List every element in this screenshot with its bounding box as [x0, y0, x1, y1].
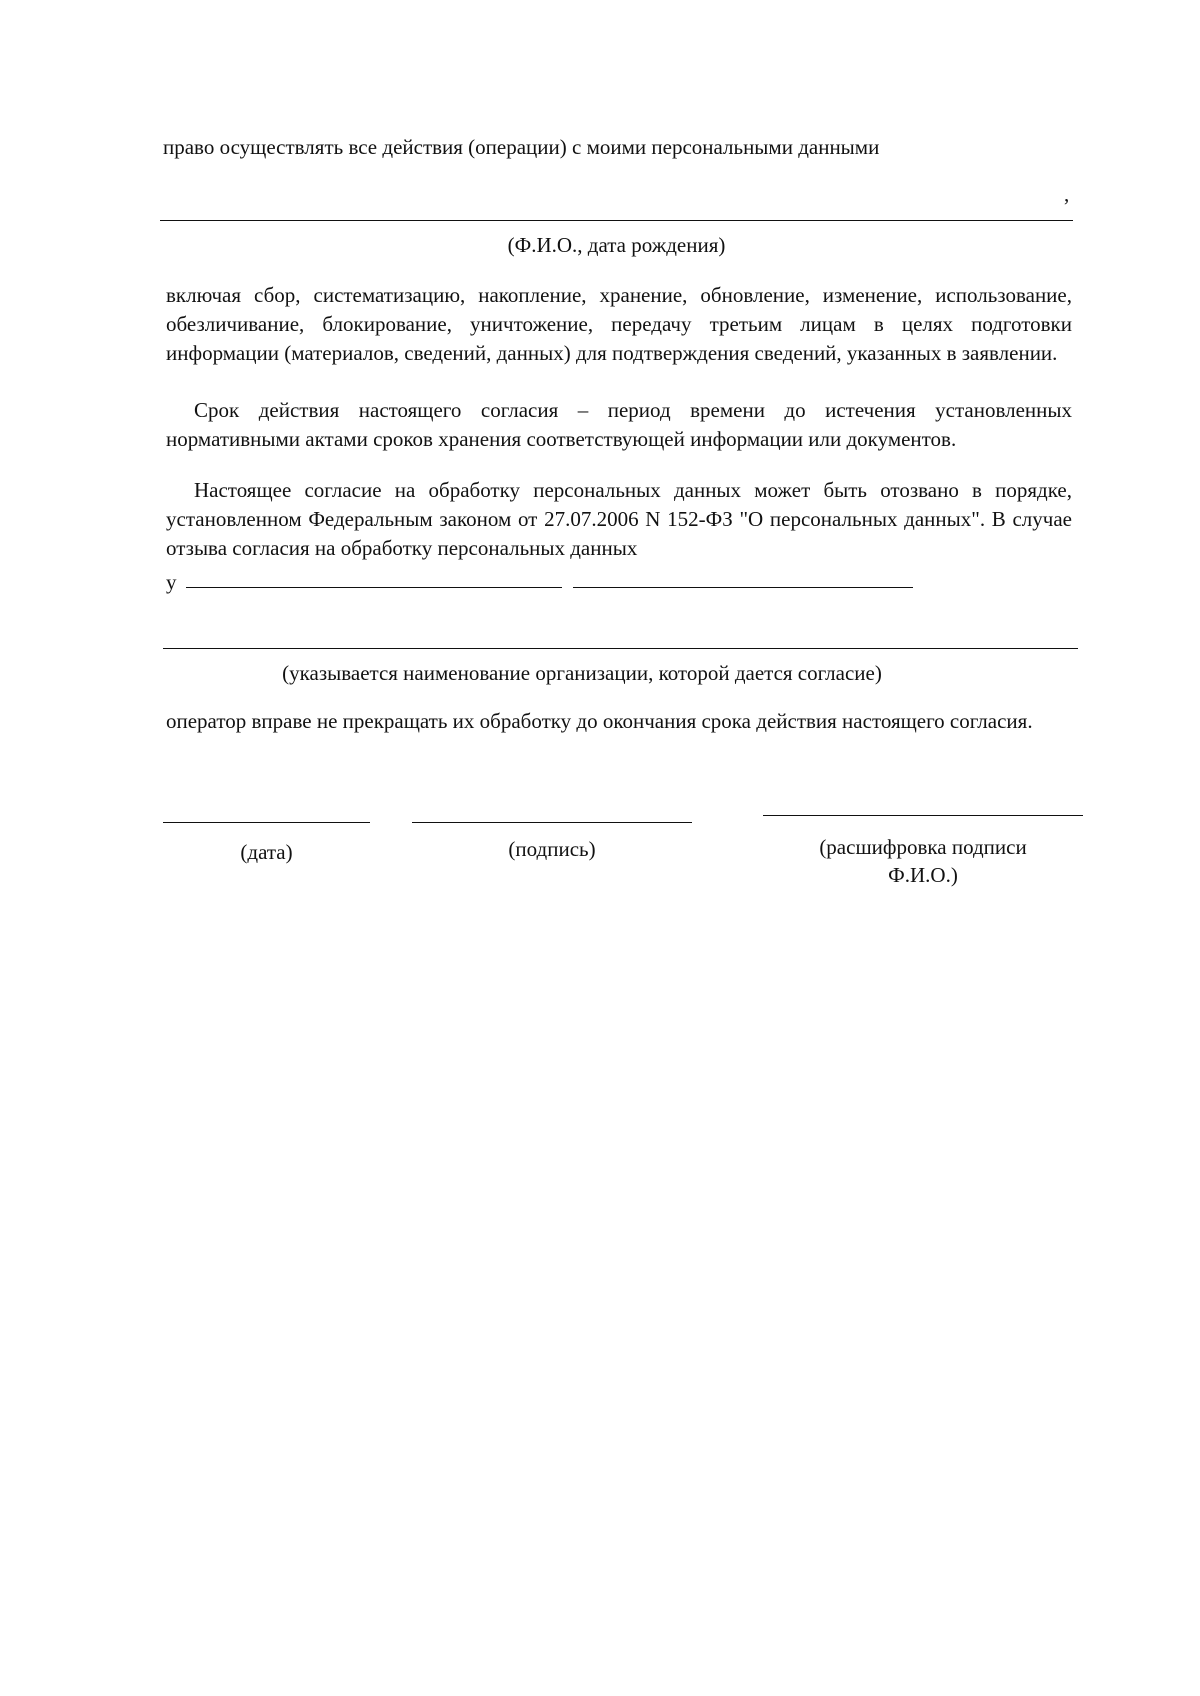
decoding-caption-line-1: (расшифровка подписи	[819, 835, 1027, 859]
intro-line: право осуществлять все действия (операции) с моими персональными данными	[163, 135, 880, 159]
paragraph-consent-term: Срок действия настоящего согласия – период времени до истечения установленных нормативными актами сроков хранения соответствующей информации или документов.	[166, 398, 1072, 451]
signature-caption: (подпись)	[508, 837, 596, 861]
comma-mark: ,	[1064, 182, 1070, 206]
date-caption: (дата)	[240, 840, 293, 864]
decoding-fill-line	[763, 815, 1083, 816]
date-fill-line	[163, 822, 370, 823]
organization-fill-line	[163, 648, 1078, 649]
paragraph-operator-rights: оператор вправе не прекращать их обработку до окончания срока действия настоящего согласия.	[166, 709, 1033, 733]
paragraph-consent-withdrawal: Настоящее согласие на обработку персональных данных может быть отозвано в порядке, установленном Федеральным законом от 27.07.2006 N 152-ФЗ "О персональных данных". В случае отзыва согласия на обработку персональных данных	[166, 478, 1072, 560]
signature-fill-line	[412, 822, 692, 823]
withdrawal-fill-line-2	[573, 587, 913, 588]
decoding-caption-line-2: Ф.И.О.)	[888, 863, 958, 887]
fio-fill-line	[160, 220, 1073, 221]
paragraph-processing-actions: включая сбор, систематизацию, накопление, хранение, обновление, изменение, использование, обезличивание, блокирование, уничтожение, передачу третьим лицам в целях подготовки информации (материалов, сведений, данных) для подтверждения сведений, указанных в заявлении.	[166, 283, 1072, 365]
organization-caption: (указывается наименование организации, которой дается согласие)	[282, 661, 882, 685]
fio-caption: (Ф.И.О., дата рождения)	[507, 233, 726, 257]
withdrawal-fill-line-1	[186, 587, 562, 588]
u-prefix: у	[166, 570, 177, 594]
